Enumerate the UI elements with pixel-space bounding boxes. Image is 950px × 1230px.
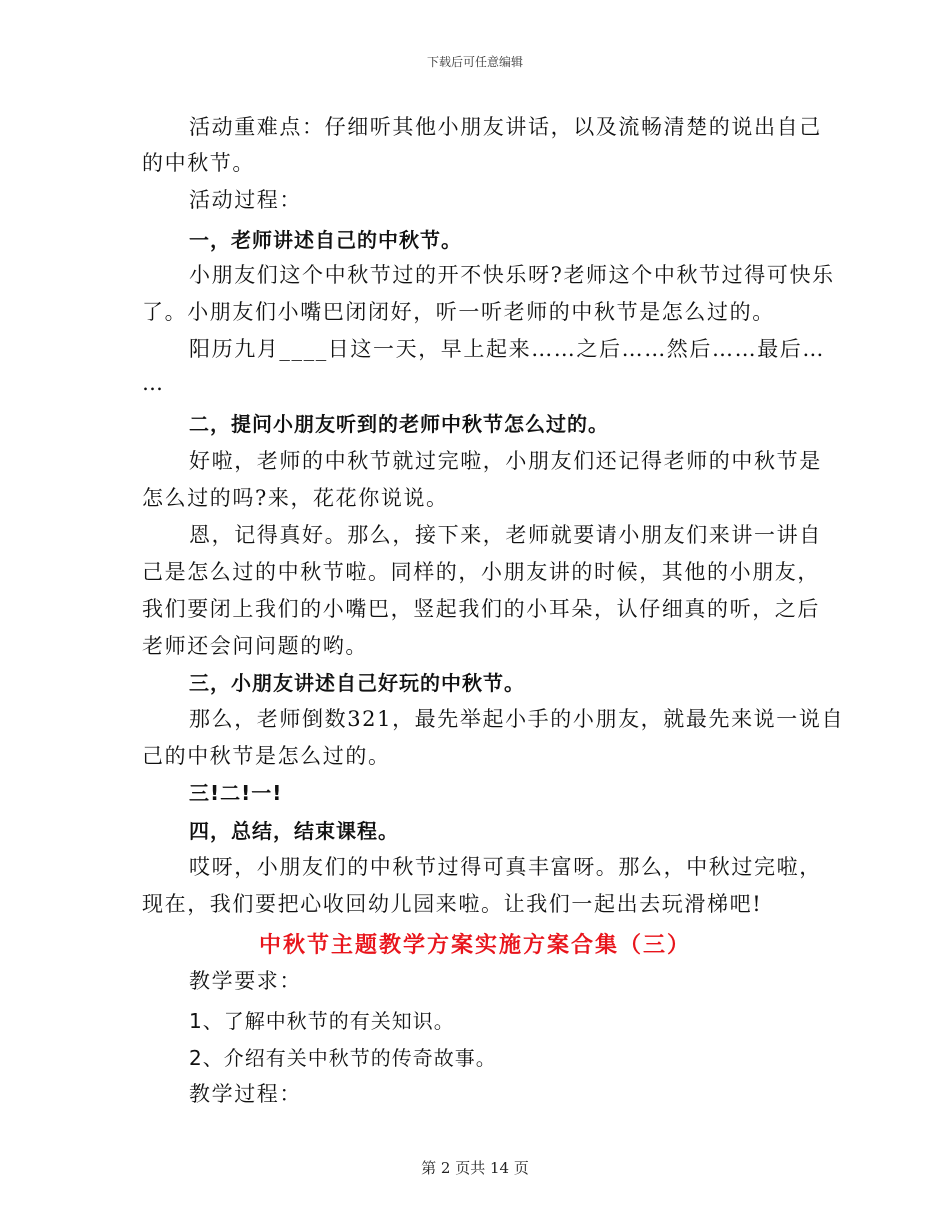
paragraph-line: 了。小朋友们小嘴巴闭闭好，听一听老师的中秋节是怎么过的。 bbox=[142, 300, 775, 324]
section-heading: 四，总结，结束课程。 bbox=[189, 819, 399, 843]
paragraph-line: 教学要求： bbox=[189, 969, 302, 993]
page-footer: 第 2 页共 14 页 bbox=[421, 1159, 529, 1177]
page-header: 下载后可任意编辑 bbox=[426, 55, 523, 69]
paragraph-line: … bbox=[142, 371, 165, 395]
paragraph-line: 己是怎么过的中秋节啦。同样的，小朋友讲的时候，其他的小朋友， bbox=[142, 560, 820, 584]
list-item: 2、介绍有关中秋节的传奇故事。 bbox=[189, 1046, 497, 1070]
paragraph-line: 小朋友们这个中秋节过的开不快乐呀?老师这个中秋节过得可快乐 bbox=[189, 263, 835, 287]
paragraph-line: 怎么过的吗?来，花花你说说。 bbox=[142, 486, 449, 510]
paragraph-line: 现在，我们要把心收回幼儿园来啦。让我们一起出去玩滑梯吧! bbox=[142, 892, 763, 916]
paragraph-line: 活动过程： bbox=[189, 188, 302, 212]
paragraph-line: 我们要闭上我们的小嘴巴，竖起我们的小耳朵，认仔细真的听，之后 bbox=[142, 597, 820, 621]
section-title: 中秋节主题教学方案实施方案合集（三） bbox=[258, 933, 691, 958]
paragraph-line: 阳历九月____日这一天，早上起来……之后……然后……最后… bbox=[189, 337, 825, 361]
paragraph-line: 老师还会问问题的哟。 bbox=[142, 634, 368, 658]
paragraph-line: 好啦，老师的中秋节就过完啦，小朋友们还记得老师的中秋节是 bbox=[189, 449, 822, 473]
paragraph-line: 己的中秋节是怎么过的。 bbox=[142, 744, 391, 768]
paragraph-line: 的中秋节。 bbox=[142, 151, 255, 175]
section-heading: 三!二!一! bbox=[189, 781, 283, 805]
paragraph-line: 恩，记得真好。那么，接下来，老师就要请小朋友们来讲一讲自 bbox=[189, 523, 822, 547]
paragraph-line: 哎呀，小朋友们的中秋节过得可真丰富呀。那么，中秋过完啦， bbox=[189, 855, 822, 879]
section-heading: 一，老师讲述自己的中秋节。 bbox=[189, 228, 462, 252]
paragraph-line: 那么，老师倒数321，最先举起小手的小朋友，就最先来说一说自 bbox=[189, 707, 845, 731]
paragraph-line: 教学过程： bbox=[189, 1082, 302, 1106]
paragraph-line: 活动重难点：仔细听其他小朋友讲话，以及流畅清楚的说出自己 bbox=[189, 115, 822, 139]
section-heading: 二，提问小朋友听到的老师中秋节怎么过的。 bbox=[189, 412, 609, 436]
section-heading: 三，小朋友讲述自己好玩的中秋节。 bbox=[189, 671, 525, 695]
list-item: 1、了解中秋节的有关知识。 bbox=[189, 1009, 455, 1033]
